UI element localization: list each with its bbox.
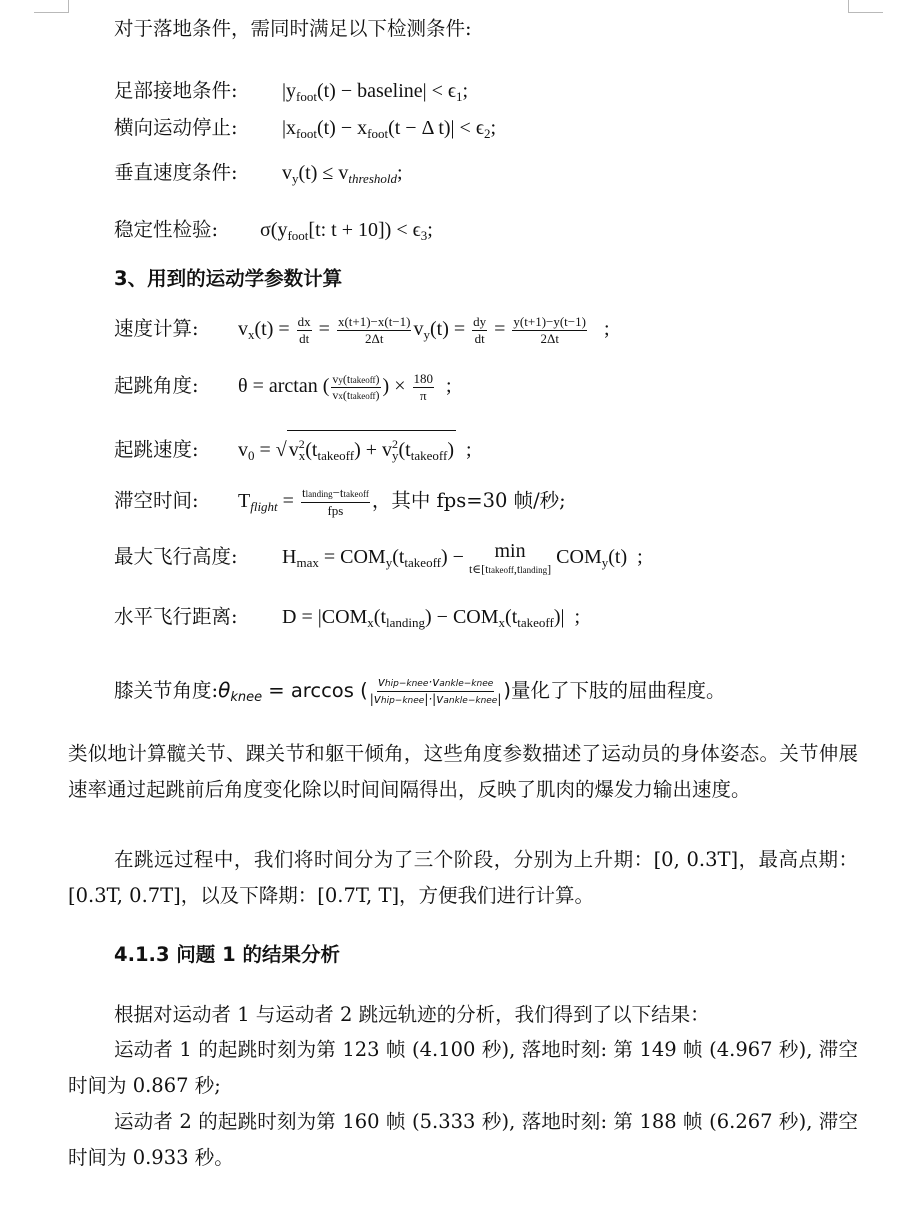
condition-lateral-stop <box>114 115 496 147</box>
param-angle-formula: θ = arctan ( $\frac{\text{vy(ttakeoff)}}{\text{vx(ttakeoff)}}$ ) × $\frac{180}{\pi}$ ; <box>238 370 452 403</box>
param-velocity-label: 速度计算: <box>114 317 199 340</box>
condition-foot-label: 足部接地条件: <box>114 79 238 102</box>
param-takeoff-speed <box>114 430 472 469</box>
condition-vertical-velocity <box>114 160 403 192</box>
results-athlete-2: 运动者 2 的起跳时刻为第 160 帧 (5.333 秒), 落地时刻: 第 188 帧 (6.267 秒), 滞空时间为 0.933 秒。 <box>68 1110 858 1169</box>
condition-foot-contact <box>114 78 468 110</box>
param-speed-formula: $v_0$ = √ $v^2_x(t_{takeoff}) + v^2_y(t_{takeoff})$ ; <box>238 439 472 461</box>
condition-vertical-label: 垂直速度条件: <box>114 161 238 184</box>
param-knee-formula: $\theta_{knee} = \arccos$ ( $\frac{\text{vhip−knee·vankle−knee}}{\text{|vhip−knee|·|vankle−knee|}}$ ) <box>218 675 511 706</box>
landing-intro: 对于落地条件，需同时满足以下检测条件: <box>114 17 472 40</box>
param-flight-label: 滞空时间: <box>114 489 199 512</box>
condition-lateral-formula: $|x_{foot}(t) - x_{foot}(t - \Delta$ $t)| < \epsilon_2$; <box>282 117 496 141</box>
paragraph-joint-angles: 类似地计算髋关节、踝关节和躯干倾角，这些角度参数描述了运动员的身体姿态。关节伸展速率通过起跳前后角度变化除以时间间隔得出，反映了肌肉的爆发力输出速度。 <box>68 742 858 801</box>
param-flight-note: ，其中 fps=30 帧/秒; <box>371 489 566 512</box>
param-knee-label: 膝关节角度: <box>114 679 219 702</box>
param-flight-formula: $T_{flight}$ = $\frac{\text{tlanding−ttakeoff}}{\text{fps}}$ <box>238 485 369 519</box>
condition-vertical-formula: $v_y(t) \le v_{threshold}$; <box>282 162 403 186</box>
condition-stability-label: 稳定性检验: <box>114 218 219 241</box>
condition-stability-formula: $\sigma(y_{foot}[t$: $t + 10]) < \epsilon_3$; <box>260 219 433 243</box>
condition-lateral-label: 横向运动停止: <box>114 116 238 139</box>
param-knee-note: 量化了下肢的屈曲程度。 <box>511 679 726 702</box>
param-distance-formula: $D = |COM_x(t_{landing}) - COM_x(t_{takeoff})|$ ; <box>282 606 581 630</box>
section-3-heading: 3、用到的运动学参数计算 <box>114 267 343 290</box>
param-horizontal-distance <box>114 604 580 636</box>
param-angle-label: 起跳角度: <box>114 374 199 397</box>
condition-stability <box>114 217 433 249</box>
param-distance-label: 水平飞行距离: <box>114 605 238 628</box>
page-corner-mark-right <box>848 0 883 13</box>
param-speed-label: 起跳速度: <box>114 438 199 461</box>
page-corner-mark-left <box>34 0 69 13</box>
param-velocity-formula: $v_x(t)$ = $\frac{dx}{dt}$ = $\frac{x(t+1)-x(t-1)}{2\Delta t}$ $v_y(t)$ = $\frac{dy}{dt}$ = $\frac{y(t+1)-y(t-1)}{2\Delta t}$ ; <box>238 313 610 346</box>
param-height-label: 最大飞行高度: <box>114 545 238 569</box>
paragraph-phases: 在跳远过程中，我们将时间分为了三个阶段，分别为上升期：[0, 0.3T]，最高点期：[0.3T, 0.7T]，以及下降期：[0.7T, T]，方便我们进行计算。 <box>68 848 858 907</box>
param-knee-angle <box>114 666 726 722</box>
results-intro: 根据对运动者 1 与运动者 2 跳远轨迹的分析，我们得到了以下结果： <box>114 1003 710 1026</box>
param-height-formula: $H_{max} = COM_y(t_{takeoff})$ − min t∈[ttakeoff,tlanding] $COM_y(t)$ ; <box>282 540 643 576</box>
param-max-height <box>114 540 643 580</box>
condition-foot-formula: $|y_{foot}(t)$ − baseline| < $\epsilon_1$; <box>282 80 469 104</box>
param-velocity <box>114 312 610 352</box>
param-takeoff-angle <box>114 369 452 404</box>
param-flight-time <box>114 484 566 524</box>
results-athlete-1: 运动者 1 的起跳时刻为第 123 帧 (4.100 秒), 落地时刻: 第 149 帧 (4.967 秒), 滞空时间为 0.867 秒; <box>68 1038 858 1097</box>
section-413-heading: 4.1.3 问题 1 的结果分析 <box>114 943 340 966</box>
